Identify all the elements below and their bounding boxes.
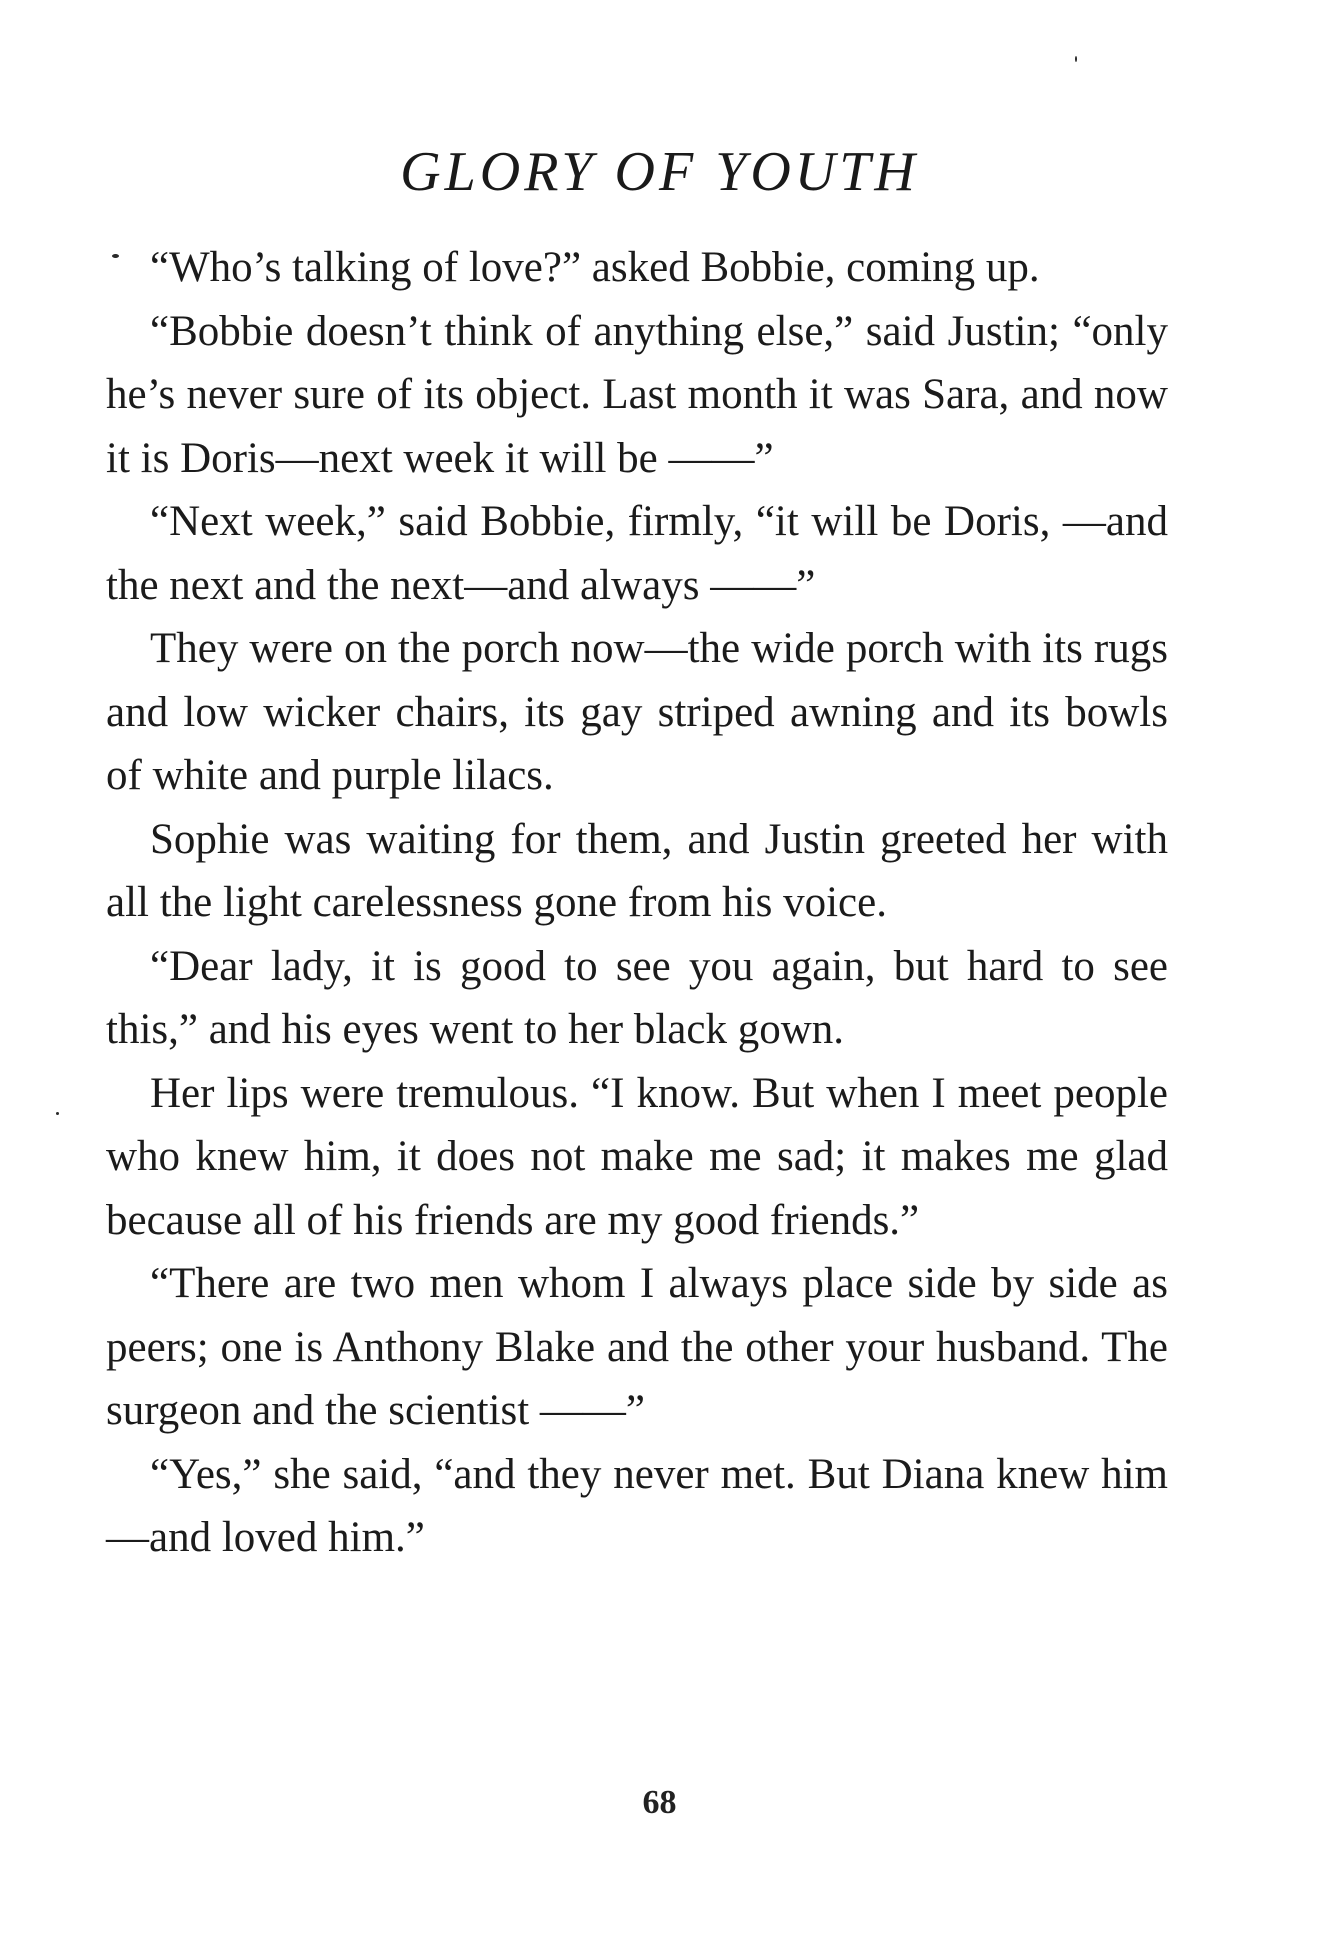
paragraph: They were on the porch now—the wide porch with its rugs and low wicker chairs, its gay striped awning and its bowls of white and purple lilacs. xyxy=(106,625,1168,799)
body-text xyxy=(106,236,1168,1570)
paragraph: “Bobbie doesn’t think of anything else,” said Justin; “only he’s never sure of its object. Last month it was Sara, and now it is Doris—next week it will be ——” xyxy=(106,307,1168,482)
paragraph: “Who’s talking of love?” asked Bobbie, coming up. xyxy=(150,244,1040,291)
paragraph: “Dear lady, it is good to see you again, but hard to see this,” and his eyes went to her black gown. xyxy=(106,942,1168,1053)
print-speck xyxy=(56,1112,59,1115)
paragraph: “There are two men whom I always place side by side as peers; one is Anthony Blake and the other your husband. The surgeon and the scientist ——” xyxy=(106,1260,1168,1434)
paragraph: Her lips were tremulous. “I know. But when I meet people who knew him, it does not make me sad; it makes me glad because all of his friends are my good friends.” xyxy=(106,1069,1168,1244)
running-head: GLORY OF YOUTH xyxy=(400,141,919,203)
paragraph: “Yes,” she said, “and they never met. But Diana knew him—and loved him.” xyxy=(106,1450,1168,1561)
page-number: 68 xyxy=(642,1784,677,1821)
paragraph: “Next week,” said Bobbie, firmly, “it will be Doris, —and the next and the next—and always ——” xyxy=(106,498,1168,609)
print-speck xyxy=(1075,56,1077,62)
paragraph: Sophie was waiting for them, and Justin greeted her with all the light carelessness gone from his voice. xyxy=(106,815,1168,926)
